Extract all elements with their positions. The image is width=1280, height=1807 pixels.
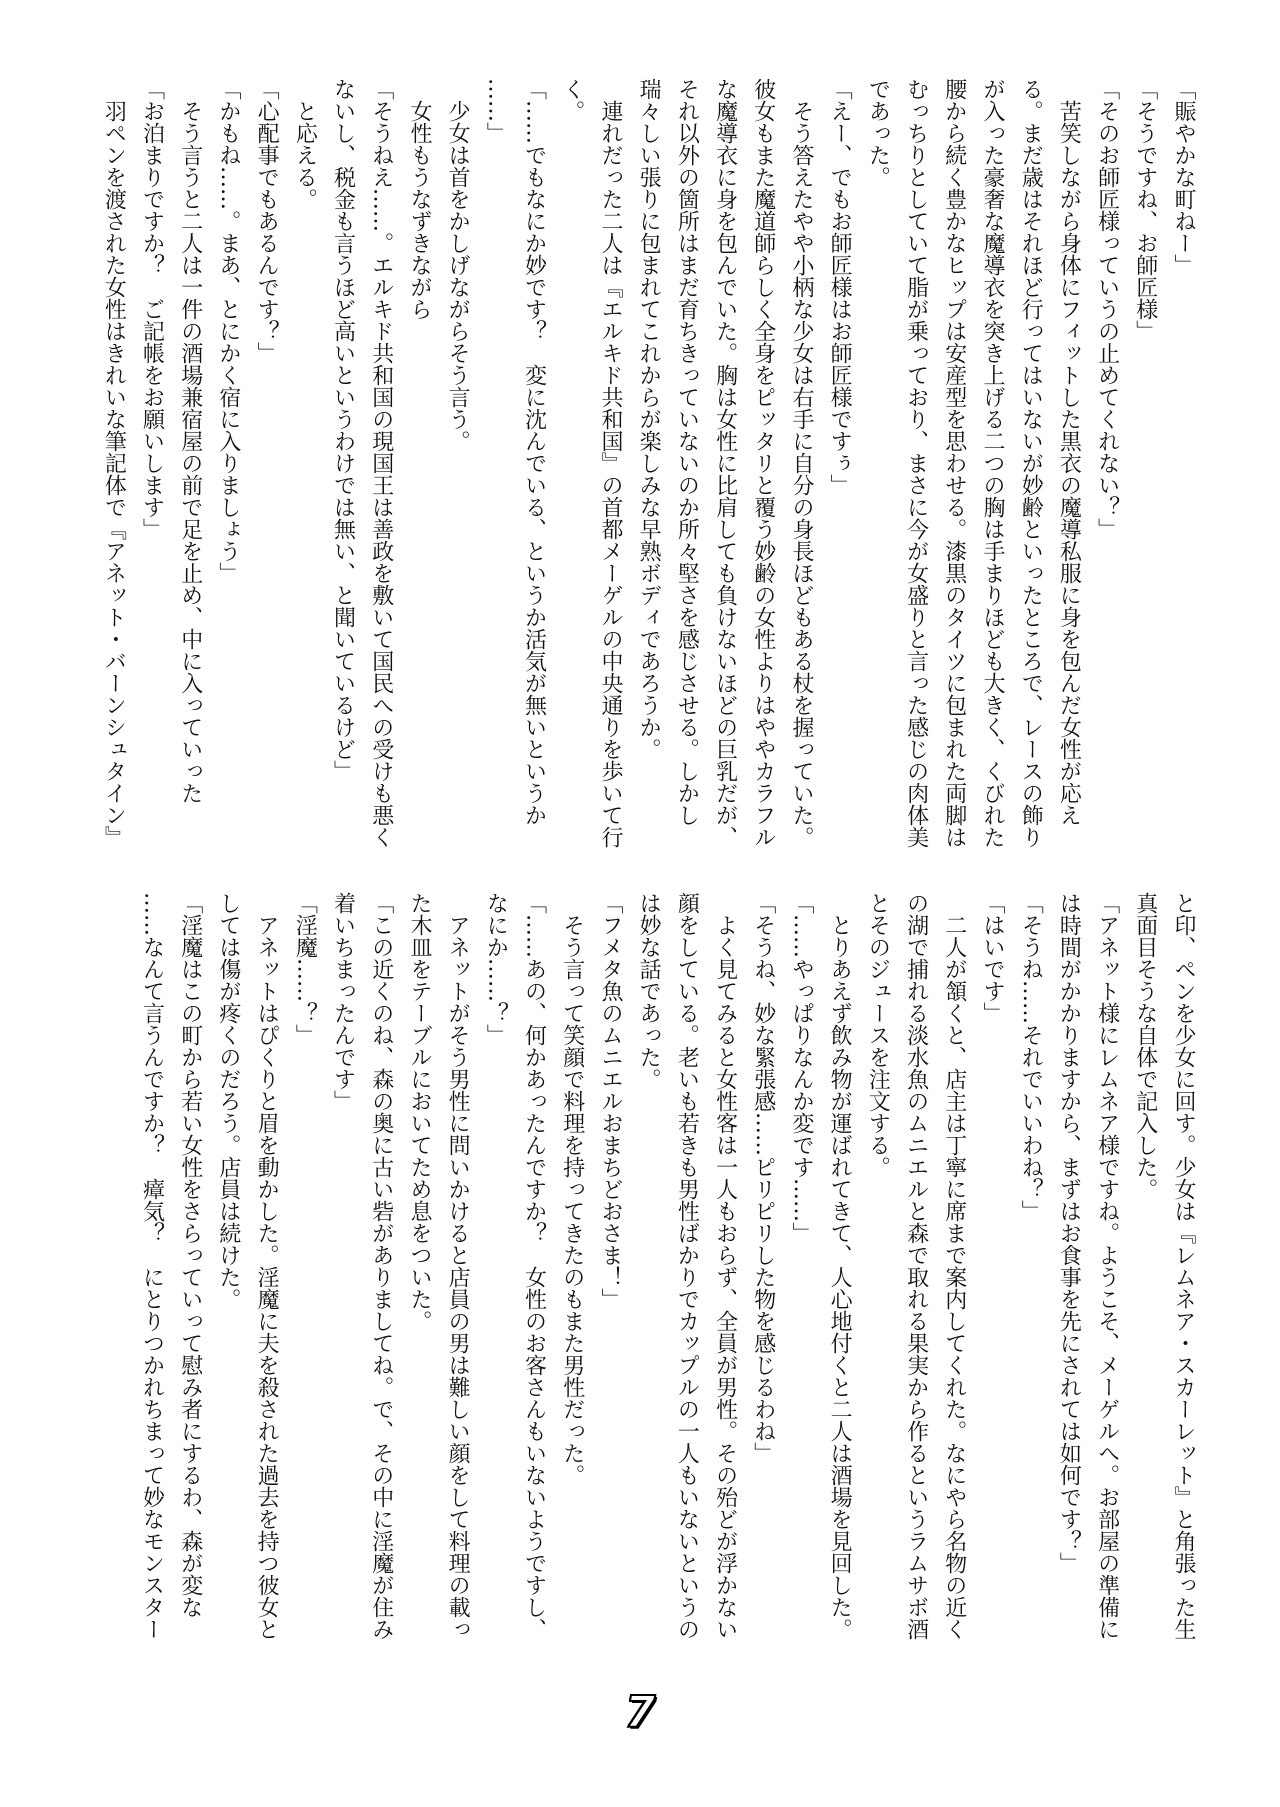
text-block-upper bbox=[78, 78, 1202, 848]
text-line: しては傷が疼くのだろう。店員は続けた。 bbox=[215, 892, 241, 1310]
text-line: 「かもね……。まあ、とにかく宿に入りましょう」 bbox=[215, 78, 241, 584]
text-line: 真面目そうな自体で記入した。 bbox=[1132, 892, 1158, 1200]
text-line: 「心配事でもあるんです？」 bbox=[254, 78, 280, 364]
text-line: よく見てみると女性客は一人もおらず、全員が男性。その殆どが浮かない bbox=[712, 892, 738, 1640]
text-line: 「そうですね、お師匠様」 bbox=[1132, 78, 1158, 342]
text-line: と応える。 bbox=[292, 78, 318, 210]
text-line: アネットがそう男性に問いかけると店員の男は難しい顔をして料理の載っ bbox=[445, 892, 471, 1640]
text-line: ……」 bbox=[483, 78, 509, 144]
text-line: が入った豪奢な魔導衣を突き上げる二つの胸は手まりほども大きく、くびれた bbox=[979, 78, 1005, 848]
text-block-lower bbox=[78, 892, 1202, 1662]
text-line: 二人が頷くと、店主は丁寧に席まで案内してくれた。なにやら名物の近く bbox=[941, 892, 967, 1640]
text-line: 苦笑しながら身体にフィットした黒衣の魔導私服に身を包んだ女性が応え bbox=[1056, 78, 1082, 826]
text-line: ……なんて言うんですか？ 瘴気？ にとりつかれちまって妙なモンスター bbox=[139, 892, 165, 1640]
text-line: 「……やっぱりなんか変です……」 bbox=[788, 892, 814, 1244]
text-line: は妙な話であった。 bbox=[636, 892, 662, 1090]
text-line: の湖で捕れる淡水魚のムニエルと森で取れる果実から作るというラムサボ酒 bbox=[903, 892, 929, 1640]
text-line: とそのジュースを注文する。 bbox=[865, 892, 891, 1178]
text-line: 「フメタ魚のムニエルおまちどおさま！」 bbox=[597, 892, 623, 1310]
text-line: 「賑やかな町ねー」 bbox=[1171, 78, 1196, 276]
text-line: 「えー、でもお師匠様はお師匠様ですぅ」 bbox=[827, 78, 853, 496]
text-line: 彼女もまた魔道師らしく全身をピッタリと覆う妙齢の女性よりはややカラフル bbox=[750, 78, 776, 848]
text-line: であった。 bbox=[865, 78, 891, 188]
text-line: 羽ペンを渡された女性はきれいな筆記体で『アネット・バーンシュタイン』 bbox=[101, 78, 127, 848]
text-line: それ以外の箇所はまだ育ちきっていないのか所々堅さを感じさせる。しかし bbox=[674, 78, 700, 826]
text-line: た木皿をテーブルにおいてため息をついた。 bbox=[406, 892, 432, 1332]
text-line: 着いちまったんです」 bbox=[330, 892, 356, 1112]
text-line: 連れだった二人は『エルキド共和国』の首都メーゲルの中央通りを歩いて行 bbox=[597, 78, 623, 848]
text-line: は時間がかかりますから、まずはお食事を先にされては如何です？」 bbox=[1056, 892, 1082, 1574]
text-line: 「はいです」 bbox=[979, 892, 1005, 1024]
text-line: なにか……？」 bbox=[483, 892, 509, 1046]
text-line: 女性もうなずきながら bbox=[406, 78, 432, 320]
text-line: 「……あの、何かあったんですか？ 女性のお客さんもいないようですし、 bbox=[521, 892, 547, 1640]
text-line: 「そうね……それでいいわね？」 bbox=[1018, 892, 1044, 1222]
text-line: そう言って笑顔で料理を持ってきたのもまた男性だった。 bbox=[559, 892, 585, 1486]
text-line: ないし、税金も言うほど高いというわけでは無い、と聞いているけど」 bbox=[330, 78, 356, 782]
text-line: 顔をしている。老いも若きも男性ばかりでカップルの一人もいないというの bbox=[674, 892, 700, 1640]
text-line: むっちりとしていて脂が乗っており、まさに今が女盛りと言った感じの肉体美 bbox=[903, 78, 929, 848]
text-line: な魔導衣に身を包んでいた。胸は女性に比肩しても負けないほどの巨乳だが、 bbox=[712, 78, 738, 848]
text-line: 「この近くのね、森の奥に古い砦がありましてね。で、その中に淫魔が住み bbox=[368, 892, 394, 1640]
text-line: とりあえず飲み物が運ばれてきて、人心地付くと二人は酒場を見回した。 bbox=[827, 892, 853, 1640]
text-line: く。 bbox=[559, 78, 585, 122]
text-line: と印、ペンを少女に回す。少女は『レムネア・スカーレット』と角張った生 bbox=[1171, 892, 1196, 1640]
text-line: 「淫魔……？」 bbox=[292, 892, 318, 1046]
text-line: 「淫魔はこの町から若い女性をさらっていって慰み者にするわ、森が変な bbox=[177, 892, 203, 1618]
text-line: そう答えたやや小柄な少女は右手に自分の身長ほどもある杖を握っていた。 bbox=[788, 78, 814, 848]
text-line: 「お泊まりですか？ ご記帳をお願いします」 bbox=[139, 78, 165, 540]
text-line: 瑞々しい張りに包まれてこれからが楽しみな早熟ボディであろうか。 bbox=[636, 78, 662, 760]
text-line: 少女は首をかしげながらそう言う。 bbox=[445, 78, 471, 452]
text-line: そう言うと二人は一件の酒場兼宿屋の前で足を止め、中に入っていった bbox=[177, 78, 203, 804]
text-line: 腰から続く豊かなヒップは安産型を思わせる。漆黒のタイツに包まれた両脚は bbox=[941, 78, 967, 848]
text-line: 「アネット様にレムネア様ですね。ようこそ、メーゲルへ。お部屋の準備に bbox=[1094, 892, 1120, 1640]
text-line: る。まだ歳はそれほど行ってはいないが妙齢といったところで、レースの飾り bbox=[1018, 78, 1044, 848]
text-line: 「そうねえ……。エルキド共和国の現国王は善政を敷いて国民への受けも悪く bbox=[368, 78, 394, 848]
text-line: アネットはぴくりと眉を動かした。淫魔に夫を殺された過去を持つ彼女と bbox=[254, 892, 280, 1640]
text-line: 「そうね、妙な緊張感……ピリピリした物を感じるわね」 bbox=[750, 892, 776, 1464]
text-line: 「……でもなにか妙です？ 変に沈んでいる、というか活気が無いというか bbox=[521, 78, 547, 826]
text-line: 「そのお師匠様っていうの止めてくれない？」 bbox=[1094, 78, 1120, 540]
page-number: 7 bbox=[624, 1687, 656, 1738]
